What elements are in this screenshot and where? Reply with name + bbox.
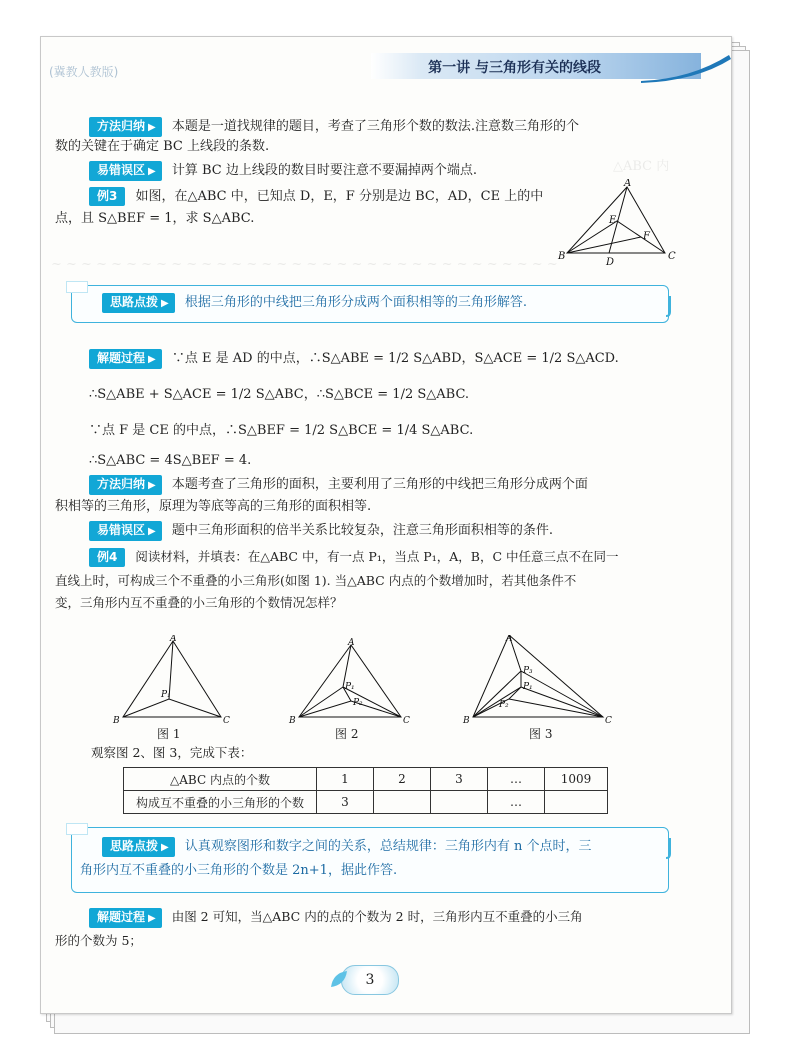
example3-cont: 点，且 S△BEF = 1，求 S△ABC. [55,211,255,226]
clip-icon [662,838,678,860]
clip-icon [662,296,678,318]
table-cell: … [488,768,545,791]
table-cell: … [488,791,545,814]
hint-2-line2: 角形内互不重叠的小三角形的个数是 2n+1，据此作答. [80,863,398,878]
fig1-label-P1: P₁ [161,690,171,700]
show-through-text: △ABC 内 [613,159,670,174]
example3-figure [557,179,677,269]
label-E: E [609,215,617,226]
method-block-2: 方法归纳 ▶ 本题考查了三角形的面积，主要利用了三角形的中线把三角形分成两个面 [89,475,588,495]
label-F: F [643,231,650,242]
table-row [124,768,608,791]
fig2-label-B: B [289,716,296,726]
hint-box-1 [71,285,669,323]
solution1-line2: ∴S△ABE + S△ACE = 1/2 S△ABC，∴S△BCE = 1/2 S△ABC. [89,387,470,402]
fig3-label-C: C [605,716,612,726]
example3-block: 例3 如图，在△ABC 中，已知点 D，E，F 分别是边 BC，AD，CE 上的中 [89,187,543,207]
table-cell [545,791,608,814]
show-through-text: ~ ~ ~ ~ ~ ~ ~ ~ ~ ~ ~ ~ ~ ~ ~ ~ ~ ~ ~ ~ ~ ~ ~ ~ ~ ~ ~ ~ ~ ~ ~ ~ ~ ~ [51,257,558,272]
example4-figures [111,635,651,743]
table-row [124,791,608,814]
leaf-decoration-icon [327,967,351,991]
table-cell: 3 [431,768,488,791]
solution2-line2: 形的个数为 5； [55,933,142,948]
hint-box-2 [71,827,669,893]
fig2-label-P2: P₂ [353,698,363,708]
method-block-2-cont: 积相等的三角形，原理为等底等高的三角形的面积相等. [55,499,372,514]
table-cell: 1 [317,768,374,791]
fig3-label-P3: P₃ [523,666,533,676]
label-A: A [624,179,632,189]
table-cell: 3 [317,791,374,814]
error-block-2: 易错误区 ▶ 题中三角形面积的倍半关系比较复杂，注意三角形面积相等的条件. [89,521,553,541]
fig3-label-P2: P₂ [499,700,509,710]
table-head-cell: △ABC 内点的个数 [124,768,317,791]
chapter-title: 第一讲 与三角形有关的线段 [428,60,601,76]
method-tag-2: 方法归纳 ▶ [89,475,162,495]
method-block-1-cont: 数的关键在于确定 BC 上线段的条数. [55,139,270,154]
table-cell [374,791,431,814]
fig1-caption: 图 1 [157,727,181,741]
solution1-line3: ∵点 F 是 CE 的中点，∴S△BEF = 1/2 S△BCE = 1/4 S△ABC. [89,423,474,438]
fig1-label-A: A [170,635,177,644]
error-tag-2: 易错误区 ▶ [89,521,162,541]
header-swoosh-icon [641,51,731,83]
page-header [41,51,731,83]
label-D: D [606,257,615,268]
solution1-line4: ∴S△ABC = 4S△BEF = 4. [89,453,252,468]
page-number: 3 [341,965,399,995]
hint-2-line1: 思路点拨 ▶ 认真观察图形和数字之间的关系，总结规律：三角形内有 n 个点时，三 [102,836,592,858]
table-cell: 2 [374,768,431,791]
solution1-line1: 解题过程 ▶ ∵点 E 是 AD 的中点，∴S△ABE = 1/2 S△ABD，S△ACE = 1/2 S△ACD. [89,349,619,369]
table-cell: 1009 [545,768,608,791]
solution-tag: 解题过程 ▶ [89,349,162,369]
method-block-1: 方法归纳 ▶ 本题是一道找规律的题目，考查了三角形个数的数法.注意数三角形的个 [89,117,579,137]
hint-1: 思路点拨 ▶ 根据三角形的中线把三角形分成两个面积相等的三角形解答. [102,292,527,314]
fig1-label-B: B [113,716,120,726]
example4-line1: 例4 阅读材料，并填表：在△ABC 中，有一点 P₁，当点 P₁，A，B，C 中任意三点不在同一 [89,547,618,567]
count-table [123,767,608,814]
fig2-label-A: A [348,638,355,648]
example4-tag: 例4 [89,548,125,567]
fig3-label-B: B [463,716,470,726]
fig2-label-P1: P₁ [345,682,355,692]
book-page [40,36,732,1014]
label-C: C [668,251,676,262]
example4-line3: 变，三角形内互不重叠的小三角形的个数情况怎样？ [55,595,343,610]
tape-decoration [66,281,88,293]
solution-tag-2: 解题过程 ▶ [89,908,162,928]
fig3-label-P1: P₁ [523,682,533,692]
error-tag: 易错误区 ▶ [89,161,162,181]
fig1-label-C: C [223,716,230,726]
fig3-caption: 图 3 [529,727,553,741]
solution2-line1: 解题过程 ▶ 由图 2 可知，当△ABC 内的点的个数为 2 时，三角形内互不重叠的小三角 [89,907,583,928]
fig3-label-A: A [506,635,513,644]
fig2-label-C: C [403,716,410,726]
hint-tag: 思路点拨 ▶ [102,293,175,313]
hint-tag-2: 思路点拨 ▶ [102,837,175,857]
example4-line2: 直线上时，可构成三个不重叠的小三角形(如图 1). 当△ABC 内点的个数增加时，若其他条件不 [55,573,577,588]
fig2-caption: 图 2 [335,727,359,741]
table-cell [431,791,488,814]
header-left-text: (冀教人教版) [49,65,119,79]
table-head-cell: 构成互不重叠的小三角形的个数 [124,791,317,814]
label-B: B [558,251,566,262]
method-tag: 方法归纳 ▶ [89,117,162,137]
error-block-1: 易错误区 ▶ 计算 BC 边上线段的数目时要注意不要漏掉两个端点. [89,161,477,181]
example3-tag: 例3 [89,187,125,206]
tape-decoration [66,823,88,835]
observe-text: 观察图 2、图 3，完成下表： [91,745,253,760]
